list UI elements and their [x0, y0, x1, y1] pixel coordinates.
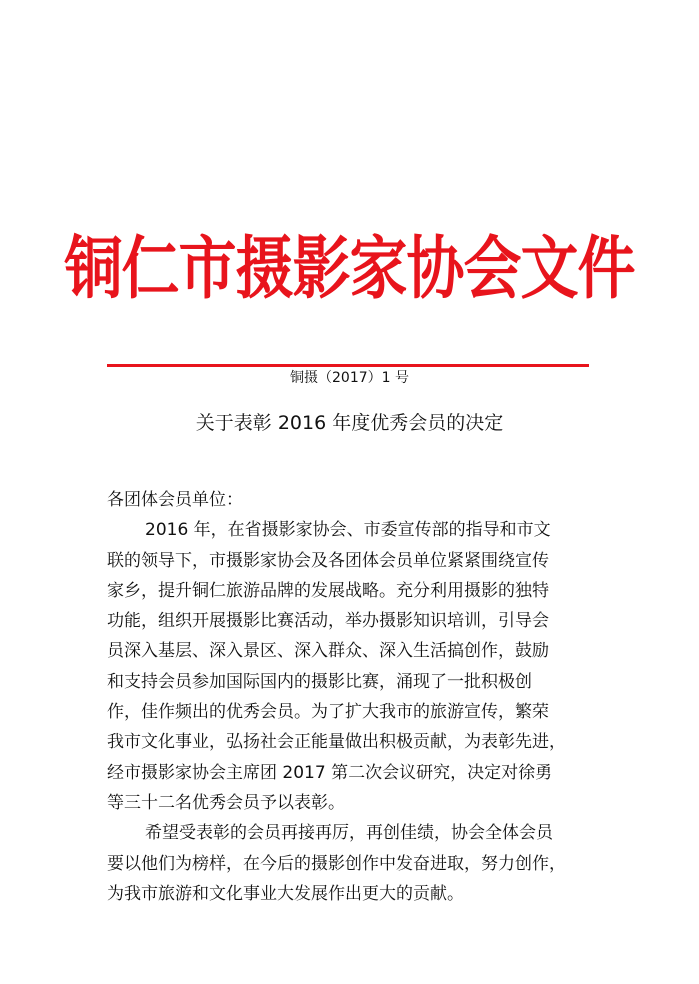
salutation: 各团体会员单位： [107, 490, 243, 510]
paragraph-1-line: 等三十二名优秀会员予以表彰。 [107, 792, 345, 813]
document-number: 铜摄（2017）1 号 [290, 370, 409, 386]
paragraph-1-line: 2016 年，在省摄影家协会、市委宣传部的指导和市文 [145, 520, 551, 541]
paragraph-1-line: 和支持会员参加国际国内的摄影比赛，涌现了一批积极创 [107, 671, 532, 692]
paragraph-1-line: 员深入基层、深入景区、深入群众、深入生活搞创作，鼓励 [107, 641, 549, 662]
paragraph-1-line: 我市文化事业，弘扬社会正能量做出积极贡献，为表彰先进， [107, 732, 566, 753]
paragraph-1-line: 经市摄影家协会主席团 2017 第二次会议研究，决定对徐勇 [107, 762, 553, 783]
paragraph-1-line: 功能，组织开展摄影比赛活动，举办摄影知识培训，引导会 [107, 611, 549, 632]
paragraph-2-line: 为我市旅游和文化事业大发展作出更大的贡献。 [107, 883, 464, 904]
paragraph-1-line: 家乡，提升铜仁旅游品牌的发展战略。充分利用摄影的独特 [107, 580, 549, 601]
decision-title: 关于表彰 2016 年度优秀会员的决定 [195, 412, 504, 434]
document-body [107, 485, 591, 909]
paragraph-1-line: 联的领导下，市摄影家协会及各团体会员单位紧紧围绕宣传 [107, 550, 549, 571]
paragraph-1-line: 作，佳作频出的优秀会员。为了扩大我市的旅游宣传，繁荣 [107, 702, 549, 723]
paragraph-2-line: 希望受表彰的会员再接再厉，再创佳绩，协会全体会员 [145, 823, 553, 844]
paragraph-2-line: 要以他们为榜样，在今后的摄影创作中发奋进取，努力创作， [107, 853, 566, 874]
document-header-title: 铜仁市摄影家协会文件 [64, 228, 635, 309]
